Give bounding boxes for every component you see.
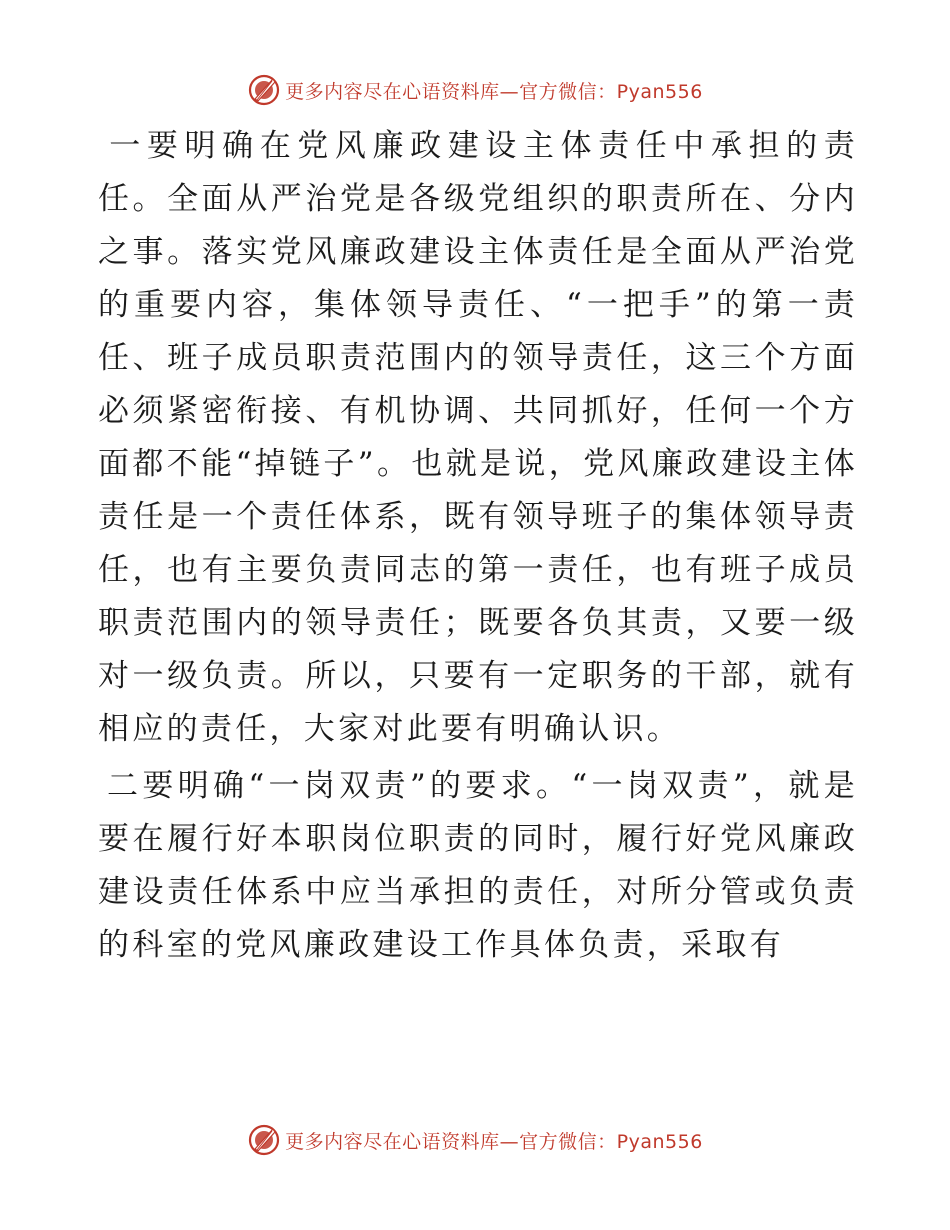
watermark-footer [0,1120,950,1160]
paragraph-2-text: 二要明确“一岗双责”的要求。“一岗双责”，就是要在履行好本职岗位职责的同时，履行好党风廉政建设责任体系中应当承担的责任，对所分管或负责的科室的党风廉政建设工作具体负责，采取有 [98,768,858,963]
quill-seal-logo-icon [247,1123,281,1157]
document-body [98,120,858,972]
watermark-header [0,70,950,110]
quill-seal-logo-icon [247,73,281,107]
paragraph-1 [98,120,858,756]
watermark-text: 更多内容尽在心语资料库—官方微信：Pyan556 [285,1130,703,1153]
paragraph-1-text: 一要明确在党风廉政建设主体责任中承担的责任。全面从严治党是各级党组织的职责所在、分内之事。落实党风廉政建设主体责任是全面从严治党的重要内容，集体领导责任、“一把手”的第一责任、班子成员职责范围内的领导责任，这三个方面必须紧密衔接、有机协调、共同抓好，任何一个方面都不能“掉链子”。也就是说，党风廉政建设主体责任是一个责任体系，既有领导班子的集体领导责任，也有主要负责同志的第一责任，也有班子成员职责范围内的领导责任；既要各负其责，又要一级对一级负责。所以，只要有一定职务的干部，就有相应的责任，大家对此要有明确认识。 [98,128,858,747]
watermark-text: 更多内容尽在心语资料库—官方微信：Pyan556 [285,80,703,103]
paragraph-2 [98,760,858,972]
